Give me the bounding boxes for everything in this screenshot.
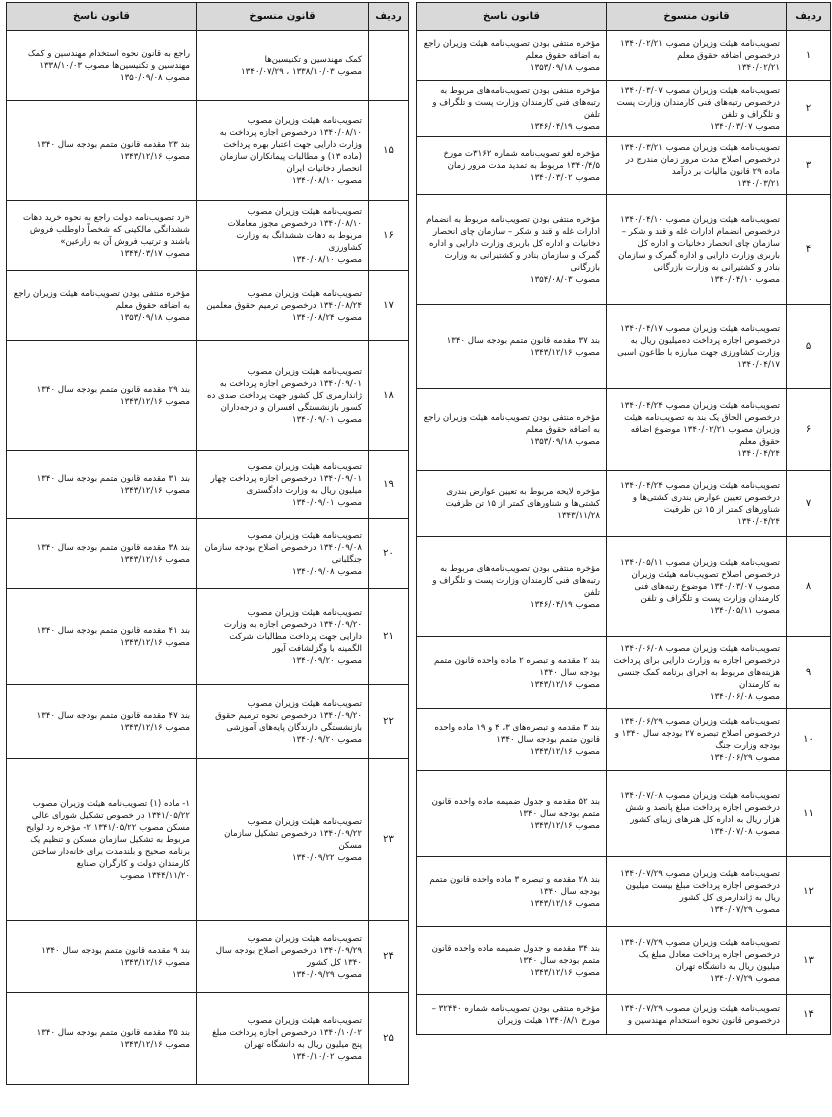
repealing-law-text: مؤخره منتفی بودن تصویب‌نامه‌های مربوط به رتبه‌های فنی کارمندان وزارت پست و تلگراف و تلفن [432, 85, 600, 120]
repealed-law-date: ۱۳۴۰/۰۲/۲۱ [737, 62, 780, 73]
repealed-law-text: تصویب‌نامه هیئت وزیران مصوب ۱۳۴۰/۰۴/۲۴ درخصوص الحاق یک بند به تصویب‌نامه هیئت وزیران مصوب ۱۳۴۰/۰۲/۲۱ موضوع اضافه حقوق معلم [620, 400, 780, 447]
row-number: ۱۶ [369, 201, 409, 271]
repealing-law-date: مصوب ۱۳۴۶/۰۴/۱۹ [529, 121, 600, 132]
row-number: ۱۲ [787, 857, 831, 927]
header-repealing-law: قانون ناسخ [7, 3, 197, 31]
repealing-law-cell [7, 271, 197, 341]
repealing-law-date: مصوب ۱۳۴۳/۱۲/۱۶ [529, 820, 600, 831]
repealing-law-date: مصوب ۱۳۴۳/۱۲/۱۶ [529, 679, 600, 690]
header-row-number: ردیف [787, 3, 831, 31]
row-number: ۵ [787, 305, 831, 389]
repealed-law-date: مصوب ۱۳۴۰/۰۸/۱۰ [291, 254, 362, 265]
repealing-law-cell [7, 589, 197, 685]
repealed-law-date: ۱۳۴۰/۰۴/۱۷ [737, 359, 780, 370]
row-number: ۲۲ [369, 685, 409, 759]
repealed-law-text: تصویب‌نامه هیئت وزیران مصوب ۱۳۴۰/۱۰/۰۲ درخصوص اجازه پرداخت مبلغ پنج میلیون ریال به دانشگاه تهران [212, 1015, 362, 1050]
repealed-law-text: تصویب‌نامه هیئت وزیران مصوب ۱۳۴۰/۰۷/۲۹ درخصوص اجازه پرداخت مبلغ بیست میلیون ریال به ژاندارمری کل کشور [620, 868, 780, 903]
row-number: ۲۳ [369, 759, 409, 921]
repealing-law-text: بند ۳۸ مقدمه قانون متمم بودجه سال ۱۳۴۰ [36, 542, 190, 553]
repealed-law-date: مصوب ۱۳۴۰/۰۳/۰۷ [709, 121, 780, 132]
repealing-law-date: مصوب ۱۳۴۳/۱۲/۱۶ [119, 554, 190, 565]
repealed-law-cell [607, 305, 787, 389]
table-row [417, 771, 831, 857]
repealed-law-date: ۱۳۴۰/۰۳/۲۱ [737, 178, 780, 189]
repealed-law-cell [607, 137, 787, 195]
repealing-law-cell [417, 927, 607, 995]
repealing-law-cell [417, 389, 607, 471]
repealed-law-text: تصویب‌نامه هیئت وزیران مصوب ۱۳۴۰/۰۷/۰۸ درخصوص اجازه پرداخت مبلغ پانصد و شش هزار ریال به اداره کل هنرهای زیبای کشور [620, 790, 780, 825]
repealed-law-text: کمک مهندسین و تکنیسین‌ها [264, 54, 362, 65]
repealed-law-text: تصویب‌نامه هیئت وزیران مصوب ۱۳۴۰/۰۴/۱۰ درخصوص انضمام ادارات غله و قند و شکر – سازمان چای انحصار دخانیات و اداره کل باربری وزارت دارایی و اداره گمرک و سازمان بنادر و کشتیرانی به وزارت بازرگانی [618, 214, 780, 273]
repealed-law-text: تصویب‌نامه هیئت وزیران مصوب ۱۳۴۰/۰۹/۰۱ درخصوص اجازه پرداخت به ژاندارمری کل کشور جهت پرداخت صدی ده کسور بازنشستگی افسران و درجه‌داران [206, 366, 362, 413]
repealed-law-date: مصوب ۱۳۴۰/۰۴/۱۰ [709, 274, 780, 285]
table-row [417, 81, 831, 137]
table-row [417, 637, 831, 709]
repealing-law-text: بند ۲۹ مقدمه قانون متمم بودجه سال ۱۳۴۰ [36, 384, 190, 395]
repealed-law-cell [607, 389, 787, 471]
repealed-law-date: مصوب ۱۳۴۰/۰۹/۲۹ [291, 969, 362, 980]
repealing-law-date: مصوب ۱۳۴۳/۱۲/۱۶ [119, 722, 190, 733]
repealing-law-cell [7, 759, 197, 921]
repealing-law-cell [7, 31, 197, 101]
row-number: ۸ [787, 537, 831, 637]
repealing-law-cell [417, 195, 607, 305]
repealed-law-text: تصویب‌نامه هیئت وزیران مصوب ۱۳۴۰/۰۹/۰۱ درخصوص اجازه پرداخت چهار میلیون ریال به وزارت دادگستری [210, 461, 362, 496]
repealed-law-cell [607, 637, 787, 709]
row-number: ۱۹ [369, 451, 409, 519]
row-number: ۱۷ [369, 271, 409, 341]
table-row [7, 271, 409, 341]
repealing-law-date: مصوب ۱۳۴۰/۰۳/۰۲ [529, 172, 600, 183]
repealing-law-text: بند ۲ مقدمه و تبصره ۲ ماده واحده قانون متمم بودجه سال ۱۳۴۰ [433, 655, 600, 678]
repealing-law-text: بند ۳۴ مقدمه و جدول ضمیمه ماده واحده قانون متمم بودجه سال ۱۳۴۰ [431, 943, 600, 966]
repealed-law-text: تصویب‌نامه هیئت وزیران مصوب ۱۳۴۰/۰۶/۰۸ درخصوص اجازه به وزارت دارایی برای پرداخت هزینه‌های مربوط به اجرای برنامه کمک جنسی به کارمندان [613, 643, 780, 690]
table-row [417, 195, 831, 305]
table-row [7, 451, 409, 519]
repealing-law-date: مصوب ۱۳۴۳/۱۲/۱۶ [119, 396, 190, 407]
repealing-law-text: مؤخره لایحه مربوط به تعیین عوارض بندری کشتی‌ها و شناورهای کمتر از ۱۵ تن ظرفیت [445, 486, 600, 509]
repealed-law-text: تصویب‌نامه هیئت وزیران مصوب ۱۳۴۰/۰۳/۰۷ درخصوص رتبه‌های فنی کارمندان وزارت پست و تلگراف و تلفن [616, 85, 780, 120]
repealed-law-date: مصوب ۱۳۴۰/۰۸/۲۴ [291, 312, 362, 323]
repealed-law-cell [607, 857, 787, 927]
repealing-law-date: ۱۳۴۳/۱۱/۲۸ [557, 510, 600, 521]
repealing-law-text: مؤخره منتفی بودن تصویب‌نامه هیئت وزیران راجع به اضافه حقوق معلم [423, 38, 600, 61]
repealing-law-date: مصوب ۱۳۴۳/۱۲/۱۶ [529, 746, 600, 757]
row-number: ۱۱ [787, 771, 831, 857]
repealing-law-text: مؤخره منتفی بودن تصویب‌نامه‌های مربوط به رتبه‌های فنی کارمندان وزارت پست و تلگراف و تلفن [432, 563, 600, 598]
row-number: ۲۰ [369, 519, 409, 589]
repealed-law-date: مصوب ۱۳۴۰/۰۷/۰۸ [709, 826, 780, 837]
repealing-law-text: بند ۹ مقدمه قانون متمم بودجه سال ۱۳۴۰ [41, 945, 190, 956]
row-number: ۴ [787, 195, 831, 305]
repealed-law-text: تصویب‌نامه هیئت وزیران مصوب ۱۳۴۰/۰۸/۱۰ درخصوص مجوز معاملات مربوط به دهات ششدانگ به وزارت کشاورزی [227, 206, 362, 253]
repealed-law-text: تصویب‌نامه هیئت وزیران مصوب ۱۳۴۰/۰۹/۲۰ درخصوص اجازه به وزارت دارایی جهت پرداخت مطالبات شرکت الگمینه با وگزلشافت آیور [223, 607, 362, 654]
repealing-law-date: ۱۳۴۴/۱۱/۲۰ مصوب [119, 870, 190, 881]
repealed-law-cell [197, 31, 369, 101]
row-number: ۷ [787, 471, 831, 537]
repealing-law-date: مصوب ۱۳۵۳/۰۹/۱۸ [119, 312, 190, 323]
repealing-law-date: مصوب ۱۳۴۳/۱۲/۱۶ [119, 957, 190, 968]
repealing-law-cell [7, 101, 197, 201]
repealed-law-cell [607, 31, 787, 81]
repealed-law-text: تصویب‌نامه هیئت وزیران مصوب ۱۳۴۰/۰۶/۲۹ درخصوص اصلاح تبصره ۲۷ بودجه سال ۱۳۴۰ و بودجه وزارت جنگ [614, 716, 780, 751]
repealing-law-cell [417, 637, 607, 709]
repealing-law-text: بند ۴۷ مقدمه قانون متمم بودجه سال ۱۳۴۰ [36, 710, 190, 721]
table-row [7, 31, 409, 101]
repealing-law-date: مصوب ۱۳۵۴/۰۸/۰۳ [529, 274, 600, 285]
repealing-law-text: بند ۳ مقدمه و تبصره‌های ۳، ۴ و ۱۹ ماده واحده قانون متمم بودجه سال ۱۳۴۰ [434, 722, 600, 745]
repealing-law-text: راجع به قانون نحوه استخدام مهندسین و کمک مهندسین و تکنیسین‌ها مصوب ۱۳۳۸/۱۰/۰۳ [27, 48, 190, 71]
repealed-law-text: تصویب‌نامه هیئت وزیران مصوب ۱۳۴۰/۰۹/۲۲ درخصوص تشکیل سازمان مسکن [224, 816, 362, 851]
row-number: ۱۳ [787, 927, 831, 995]
repealing-law-cell [7, 993, 197, 1085]
row-number: ۳ [787, 137, 831, 195]
repealed-law-cell [607, 771, 787, 857]
table-row [417, 31, 831, 81]
row-number: ۹ [787, 637, 831, 709]
table-row [417, 857, 831, 927]
repealing-law-text: بند ۲۸ مقدمه و تبصره ۳ ماده واحده قانون متمم بودجه سال ۱۳۴۰ [429, 874, 600, 897]
repealed-law-date: مصوب ۱۳۴۰/۱۰/۰۲ [291, 1051, 362, 1062]
row-number: ۲ [787, 81, 831, 137]
repealing-law-cell [417, 709, 607, 771]
table-row [417, 537, 831, 637]
header-repealing-law: قانون ناسخ [417, 3, 607, 31]
table-row [7, 993, 409, 1085]
repealed-law-date: مصوب ۱۳۴۰/۰۷/۲۹ [709, 904, 780, 915]
repealing-law-date: مصوب ۱۳۴۳/۱۲/۱۶ [529, 898, 600, 909]
repealing-law-text: مؤخره منتفی بودن تصویب‌نامه هیئت وزیران راجع به اضافه حقوق معلم [423, 412, 600, 435]
repealed-law-text: تصویب‌نامه هیئت وزیران مصوب ۱۳۴۰/۰۹/۲۹ درخصوص اصلاح بودجه سال ۱۳۴۰ کل کشور [215, 933, 362, 968]
repealed-law-cell [607, 81, 787, 137]
table-row [7, 341, 409, 451]
row-number: ۲۴ [369, 921, 409, 993]
repealed-law-cell [197, 921, 369, 993]
repealing-law-text: مؤخره منتفی بودن تصویب‌نامه هیئت وزیران راجع به اضافه حقوق معلم [13, 288, 190, 311]
repealed-law-text: تصویب‌نامه هیئت وزیران مصوب ۱۳۴۰/۰۷/۲۹ درخصوص قانون نحوه استخدام مهندسین و [620, 1003, 780, 1026]
repealed-law-date: مصوب ۱۳۴۰/۰۹/۲۲ [291, 852, 362, 863]
repealing-law-text: بند ۳۱ مقدمه قانون متمم بودجه سال ۱۳۴۰ [36, 473, 190, 484]
repealed-law-date: مصوب ۱۳۴۰/۰۹/۰۱ [291, 497, 362, 508]
repealed-law-cell [197, 759, 369, 921]
row-number: ۲۱ [369, 589, 409, 685]
table-row [7, 685, 409, 759]
repealing-law-date: مصوب ۱۳۴۶/۰۴/۱۹ [529, 599, 600, 610]
table-row [7, 201, 409, 271]
repealed-law-date: مصوب ۱۳۴۰/۰۵/۱۱ [709, 605, 780, 616]
repealing-law-date: مصوب ۱۳۴۳/۱۲/۱۶ [119, 151, 190, 162]
table-row [417, 137, 831, 195]
repealed-law-date: مصوب ۱۳۴۰/۰۹/۰۱ [291, 414, 362, 425]
repealed-law-cell [197, 101, 369, 201]
table-row [7, 589, 409, 685]
table-row [7, 759, 409, 921]
repealed-law-date: مصوب ۱۳۴۰/۰۹/۰۸ [291, 566, 362, 577]
left-law-table [6, 2, 409, 1085]
repealing-law-date: مصوب ۱۳۵۰/۰۹/۰۸ [119, 72, 190, 83]
repealing-law-cell [417, 305, 607, 389]
repealing-law-cell [417, 995, 607, 1035]
repealing-law-text: ۱- ماده (۱) تصویب‌نامه هیئت وزیران مصوب ۱۳۴۱/۰۵/۲۲ در خصوص تشکیل شورای عالی مسکن مصوب ۱۳۴۱/۰۵/۲۲ ۲- مؤخره رد لوایح مربوط به تشکیل سازمان مسکن و تنظیم یک برنامه صحیح و بلندمدت برای خانه‌دار ساختن کارمندان دولت و کارگران صنایع [26, 798, 190, 869]
repealed-law-date: مصوب ۱۳۴۰/۰۸/۱۰ [291, 175, 362, 186]
repealing-law-cell [417, 471, 607, 537]
header-repealed-law: قانون منسوخ [607, 3, 787, 31]
repealing-law-cell [7, 341, 197, 451]
repealing-law-cell [417, 537, 607, 637]
repealed-law-cell [197, 451, 369, 519]
repealing-law-text: بند ۳۵ مقدمه قانون متمم بودجه سال ۱۳۴۰ [36, 1027, 190, 1038]
repealed-law-text: تصویب‌نامه هیئت وزیران مصوب ۱۳۴۰/۰۸/۱۰ درخصوص اجازه پرداخت به وزارت دارایی جهت اعتبار بهره پرداخت (ماده ۱۳) و مطالبات پیمانکاران سازمان انحصار دخانیات ایران [219, 115, 362, 174]
repealing-law-date: مصوب ۱۳۴۳/۱۲/۱۶ [119, 485, 190, 496]
row-number: ۱۰ [787, 709, 831, 771]
table-row [417, 995, 831, 1035]
repealed-law-date: مصوب ۱۳۴۰/۰۶/۰۸ [709, 691, 780, 702]
left-table-body [7, 31, 409, 1085]
header-row-number: ردیف [369, 3, 409, 31]
table-row [7, 921, 409, 993]
repealed-law-date: مصوب ۱۳۴۰/۰۶/۲۹ [709, 752, 780, 763]
repealed-law-cell [197, 341, 369, 451]
table-header-row [417, 3, 831, 31]
repealed-law-text: تصویب‌نامه هیئت وزیران مصوب ۱۳۴۰/۰۲/۲۱ درخصوص اضافه حقوق معلم [620, 38, 780, 61]
repealed-law-date: مصوب ۱۳۴۰/۰۹/۲۰ [291, 655, 362, 666]
repealing-law-cell [7, 921, 197, 993]
repealing-law-text: مؤخره منتفی بودن تصویب‌نامه شماره ۳۲۴۴۰ – مورخ ۱۳۴۰/۸/۱ هیئت وزیران [431, 1003, 600, 1026]
repealing-law-date: مصوب ۱۳۵۳/۰۹/۱۸ [529, 62, 600, 73]
header-repealed-law: قانون منسوخ [197, 3, 369, 31]
row-number: ۱۸ [369, 341, 409, 451]
repealed-law-text: تصویب‌نامه هیئت وزیران مصوب ۱۳۴۰/۰۵/۱۱ درخصوص اصلاح تصویب‌نامه هیئت وزیران مصوب ۱۳۴۰/۰۳/۰۷ موضوع رتبه‌های فنی کارمندان وزارت پست و تلگراف و تلفن [620, 557, 780, 604]
repealing-law-cell [7, 685, 197, 759]
repealed-law-text: تصویب‌نامه هیئت وزیران مصوب ۱۳۴۰/۰۹/۰۸ درخصوص اصلاح بودجه سازمان جنگلبانی [204, 530, 362, 565]
repealing-law-date: مصوب ۱۳۴۴/۰۳/۱۷ [119, 248, 190, 259]
repealed-law-cell [197, 993, 369, 1085]
repealing-law-date: مصوب ۱۳۴۳/۱۲/۱۶ [529, 967, 600, 978]
repealed-law-cell [197, 589, 369, 685]
row-number [369, 31, 409, 101]
repealed-law-cell [607, 709, 787, 771]
table-row [7, 101, 409, 201]
table-row [417, 389, 831, 471]
repealing-law-cell [417, 137, 607, 195]
table-row [417, 709, 831, 771]
repealed-law-text: تصویب‌نامه هیئت وزیران مصوب ۱۳۴۰/۰۳/۲۱ درخصوص اصلاح مدت مرور زمان مندرج در ماده ۲۹ قانون مالیات بر درآمد [620, 142, 780, 177]
repealed-law-cell [197, 271, 369, 341]
repealing-law-text: بند ۵۲ مقدمه و جدول ضمیمه ماده واحده قانون متمم بودجه سال ۱۳۴۰ [431, 796, 600, 819]
repealed-law-cell [197, 685, 369, 759]
table-header-row [7, 3, 409, 31]
repealed-law-date: مصوب ۱۳۴۰/۰۷/۲۹ [709, 973, 780, 984]
repealed-law-cell [607, 927, 787, 995]
repealing-law-cell [417, 81, 607, 137]
repealed-law-date: ۱۳۴۰/۰۴/۲۴ [737, 448, 780, 459]
repealed-law-cell [607, 195, 787, 305]
repealing-law-date: مصوب ۱۳۵۳/۰۹/۱۸ [529, 436, 600, 447]
row-number: ۱۵ [369, 101, 409, 201]
repealed-law-cell [197, 201, 369, 271]
table-row [417, 471, 831, 537]
row-number: ۱ [787, 31, 831, 81]
repealing-law-text: بند ۳۷ مقدمه قانون متمم بودجه سال ۱۳۴۰ [446, 335, 600, 346]
repealed-law-text: تصویب‌نامه هیئت وزیران مصوب ۱۳۴۰/۰۸/۲۴ درخصوص ترمیم حقوق معلمین [206, 288, 362, 311]
right-table-body [417, 31, 831, 1035]
repealing-law-cell [417, 31, 607, 81]
repealed-law-text: تصویب‌نامه هیئت وزیران مصوب ۱۳۴۰/۰۴/۲۴ درخصوص تعیین عوارض بندری کشتی‌ها و شناورهای کمتر از ۱۵ تن ظرفیت [620, 480, 780, 515]
repealing-law-cell [7, 519, 197, 589]
repealed-law-cell [607, 471, 787, 537]
table-row [7, 519, 409, 589]
repealing-law-text: مؤخره لغو تصویب‌نامه شماره ۳۱۶۲ت مورخ ۱۳۴۰/۴/۵ مربوط به تمدید مدت مرور زمان [443, 148, 600, 171]
repealing-law-date: مصوب ۱۳۴۳/۱۲/۱۶ [119, 637, 190, 648]
row-number: ۲۵ [369, 993, 409, 1085]
repealing-law-text: «رد تصویب‌نامه دولت راجع به نحوه خرید دهات ششدانگی مالکینی که شخصاً داوطلب فروش باشند و ترتیب فروش آن به زارعین» [22, 212, 190, 247]
repealed-law-text: تصویب‌نامه هیئت وزیران مصوب ۱۳۴۰/۰۴/۱۷ درخصوص اجازه پرداخت ده‌میلیون ریال به وزارت کشاورزی جهت مبارزه با طاعون اسبی [617, 323, 780, 358]
table-row [417, 927, 831, 995]
repealed-law-date: مصوب ۱۳۴۰/۰۹/۲۰ [291, 734, 362, 745]
repealing-law-text: بند ۲۳ مقدمه قانون متمم بودجه سال ۱۳۴۰ [36, 139, 190, 150]
repealed-law-text: تصویب‌نامه هیئت وزیران مصوب ۱۳۴۰/۰۷/۲۹ درخصوص اجازه پرداخت معادل مبلغ یک میلیون ریال به دانشگاه تهران [620, 937, 780, 972]
row-number: ۱۴ [787, 995, 831, 1035]
repealing-law-cell [417, 771, 607, 857]
repealing-law-cell [7, 201, 197, 271]
repealing-law-date: مصوب ۱۳۴۳/۱۲/۱۶ [119, 1039, 190, 1050]
table-row [417, 305, 831, 389]
repealed-law-text: تصویب‌نامه هیئت وزیران مصوب ۱۳۴۰/۰۹/۲۰ درخصوص نحوه ترمیم حقوق بازنشستگی دارندگان پایه‌های آموزشی [215, 698, 362, 733]
repealing-law-date: مصوب ۱۳۴۳/۱۲/۱۶ [529, 347, 600, 358]
repealed-law-cell [607, 537, 787, 637]
repealing-law-text: مؤخره منتفی بودن تصویب‌نامه مربوط به انضمام ادارات غله و قند و شکر – سازمان چای انحصار دخانیات و اداره کل باربری وزارت دارایی و اداره گمرک و سازمان بنادر و کشتیرانی به وزارت بازرگانی [426, 214, 600, 273]
repealing-law-text: بند ۴۱ مقدمه قانون متمم بودجه سال ۱۳۴۰ [36, 625, 190, 636]
repealed-law-cell [607, 995, 787, 1035]
right-law-table [416, 2, 831, 1035]
repealing-law-cell [417, 857, 607, 927]
repealed-law-date: ۱۳۴۰/۰۴/۲۴ [737, 516, 780, 527]
repealed-law-date: مصوب ۱۳۳۸/۱۰/۰۳ ، ۱۳۴۰/۰۷/۲۹ [240, 66, 362, 77]
repealing-law-cell [7, 451, 197, 519]
repealed-law-cell [197, 519, 369, 589]
row-number: ۶ [787, 389, 831, 471]
